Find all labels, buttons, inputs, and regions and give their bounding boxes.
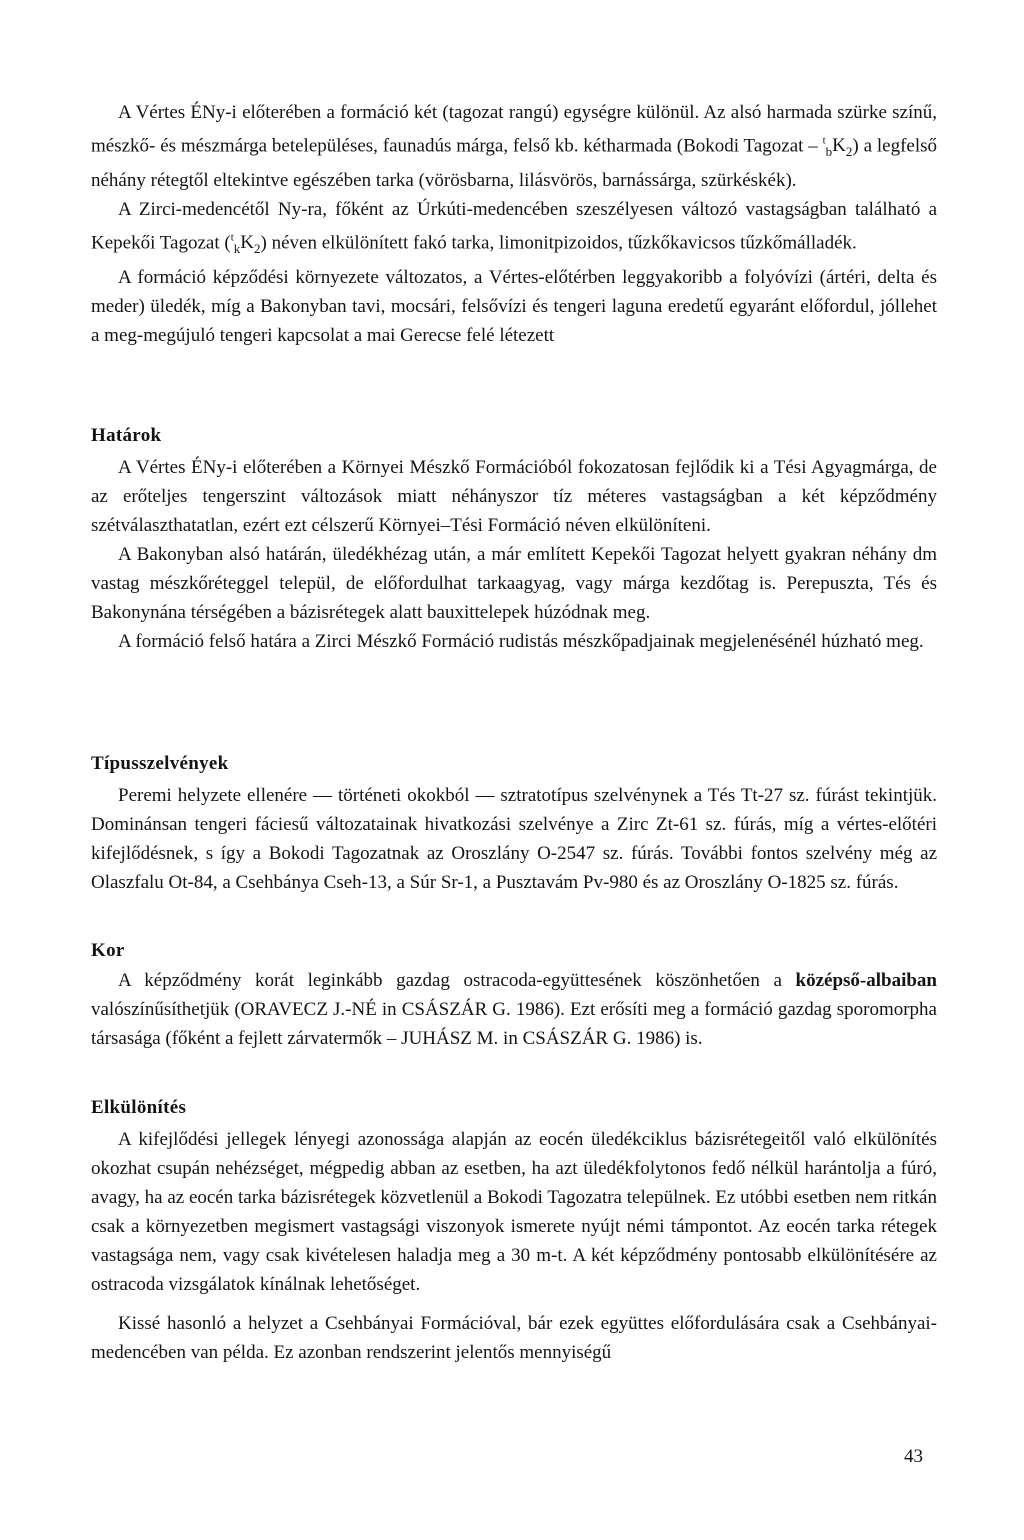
intro-paragraph-2: A Zirci-medencétől Ny-ra, főként az Úrkúti-medencében szeszélyesen változó vastagságban található a Kepekői Tagozat $(^t_kK_2)$ néven elkülönített fakó tarka, limonitpizoidos, tűzkőkavicsos tűzkőmálladék. xyxy=(91,199,937,257)
elkulonites-paragraph-2: Kissé hasonló a helyzet a Csehbányai Formációval, bár ezek együttes előfordulására csak a Csehbányai-medencében van példa. Ez azonban rendszerint jelentős mennyiségű xyxy=(91,1313,937,1363)
intro-paragraph-1: A Vértes ÉNy-i előterében a formáció két (tagozat rangú) egységre különül. Az alsó harmada szürke színű, mészkő- és mészmárga betelepüléses, faunadús márga, felső kb. kétharmada (Bokodi Tagozat – $^t_bK_2$) a legfelső néhány rétegtől eltekintve egészében tarka (vörösbarna, lilásvörös, barnássárga, szürkéskék). xyxy=(91,102,938,192)
tipus-paragraph-1: Peremi helyzete ellenére — történeti okokból — sztratotípus szelvénynek a Tés Tt-27 sz. fúrást tekintjük. Dominánsan tengeri fáciesű változatainak hivatkozási szelvénye a Zirc Zt-61 sz. fúrás, míg a vértes-előtéri kifejlődésnek, s így a Bokodi Tagozatnak az Oroszlány O-2547 sz. fúrás. További fontos szelvény még az Olaszfalu Ot-84, a Csehbánya Cseh-13, a Súr Sr-1, a Pusztavám Pv-980 és az Oroszlány O-1825 sz. fúrás. xyxy=(91,785,937,893)
elkulonites-paragraph-1: A kifejlődési jellegek lényegi azonossága alapján az eocén üledékciklus bázisrétegeitől való elkülönítés okozhat csupán nehézséget, mégpedig abban az esetben, ha azt üledékfolytonos fedő nélkül harántolja a fúró, avagy, ha az eocén tarka bázisrétegek közvetlenül a Bokodi Tagozatra települnek. Ez utóbbi esetben nem ritkán csak a környezetben megismert vastagsági viszonyok ismerete nyújt némi támpontot. Az eocén tarka rétegek vastagsága nem, vagy csak kivételesen haladja meg a 30 m-t. A két képződmény pontosabb elkülönítésére az ostracoda vizsgálatok kínálnak lehetőséget. xyxy=(91,1129,937,1295)
tipus-section xyxy=(91,781,937,897)
heading-tipusszelvenyek: Típusszelvények xyxy=(91,753,229,774)
heading-kor: Kor xyxy=(91,940,125,961)
hatarok-paragraph-2: A Bakonyban alsó határán, üledékhézag után, a már említett Kepekői Tagozat helyett gyakran néhány dm vastag mészkőréteggel települ, de előfordulhat tarkaagyag, vagy márga kezdőtag is. Perepuszta, Tés és Bakonynána térségében a bázisrétegek alatt bauxittelepek húzódnak meg. xyxy=(91,544,937,623)
hatarok-paragraph-3: A formáció felső határa a Zirci Mészkő Formáció rudistás mészkőpadjainak megjelenésénél húzható meg. xyxy=(118,631,924,652)
elkulonites-section xyxy=(91,1125,937,1367)
heading-hatarok: Határok xyxy=(91,425,162,446)
intro-section xyxy=(91,98,937,350)
bokodi-symbol: $^t_bK_2$ xyxy=(822,135,853,160)
kepekoi-symbol: $^t_kK_2$ xyxy=(230,232,261,257)
heading-elkulonites: Elkülönítés xyxy=(91,1097,187,1118)
page-number: 43 xyxy=(904,1446,923,1467)
hatarok-section xyxy=(91,453,937,656)
intro-paragraph-3: A formáció képződési környezete változatos, a Vértes-előtérben leggyakoribb a folyóvízi (ártéri, delta és meder) üledék, míg a Bakonyban tavi, mocsári, felsővízi és tengeri laguna eredetű egyaránt előfordul, jóllehet a meg-megújuló tengeri kapcsolat a mai Gerecse felé létezett xyxy=(91,267,937,347)
hatarok-paragraph-1: A Vértes ÉNy-i előterében a Környei Mészkő Formációból fokozatosan fejlődik ki a Tési Agyagmárga, de az erőteljes tengerszint változások miatt néhányszor tíz méteres vastagságban a két képződmény szétválaszthatatlan, ezért ezt célszerű Környei–Tési Formáció néven elkülöníteni. xyxy=(91,457,937,536)
kor-paragraph-1: A képződmény korát leginkább gazdag ostracoda-együttesének köszönhetően a középső-albaiban valószínűsíthetjük (ORAVECZ J.-NÉ in CSÁSZÁR G. 1986). Ezt erősíti meg a formáció gazdag sporomorpha társasága (főként a fejlett zárvatermők – JUHÁSZ M. in CSÁSZÁR G. 1986) is. xyxy=(91,970,937,1049)
kor-bold-term: középső-albaiban xyxy=(795,970,937,991)
kor-section xyxy=(91,966,937,1053)
